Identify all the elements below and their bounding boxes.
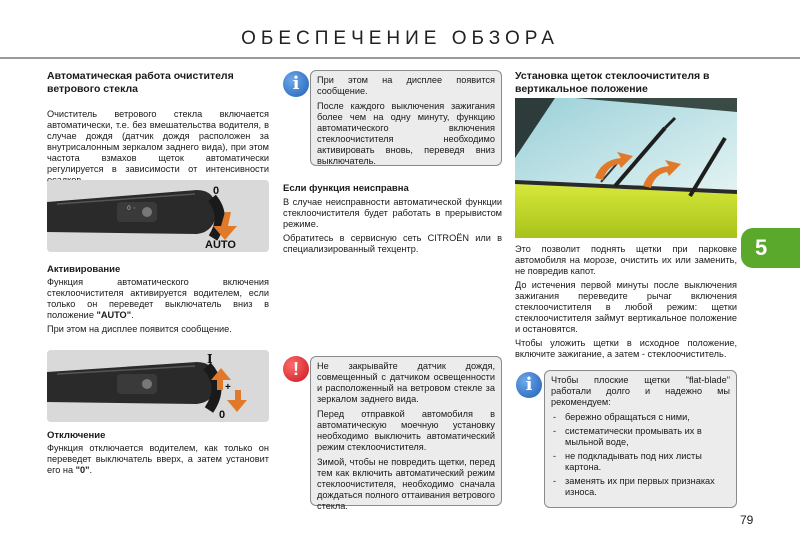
page-number: 79 [740,513,754,527]
info-icon: i [283,71,309,97]
list-item: - не подкладывать под них листы картона. [551,451,730,473]
flat-blade-intro: Чтобы плоские щетки "flat-blade" работали долго и надежно мы рекомендуем: [551,375,730,407]
warning-text-3: Зимой, чтобы не повредить щетки, перед тем как включить автоматический режим стеклоочистителя, необходимо сначала дождаться полного оттаивания ветрового стекла. [317,457,495,511]
list-item: - систематически промывать их в мыльной воде, [551,426,730,448]
warning-text-2: Перед отправкой автомобиля в автоматическую моечную установку необходимо выключить автоматический режим стеклоочистителя. [317,409,495,452]
right-text-block [515,244,737,360]
info-note-flat-blade [544,370,737,508]
fig2-label-0: 0 [219,409,226,421]
fault-section [283,183,502,255]
fig2-label-i: I [207,352,213,366]
activation-text: Функция автоматического включения стеклоочистителя активируется водителем, если только он переведет выключатель вниз в положение "AUTO". [47,277,269,320]
info-note-text-1: При этом на дисплее появится сообщение. [317,75,495,96]
right-text-3: Чтобы уложить щетки в исходное положение, включите зажигание, а затем - стеклоочиститель. [515,338,737,359]
activation-section [47,264,269,335]
fig1-label-auto: AUTO [205,239,236,251]
fault-heading: Если функция неисправна [283,183,409,194]
list-item: - бережно обращаться с ними, [551,412,730,423]
fault-text-1: В случае неисправности автоматической функции стеклоочистителя будет работать в прерывистом режиме. [283,197,502,229]
section-title-auto-wiper: Автоматическая работа очистителя ветрового стекла [47,70,234,95]
list-item: - заменять их при первых признаках износа. [551,476,730,498]
intro-paragraph: Очиститель ветрового стекла включается автоматически, т.е. без вмешательства водителя, в случае дождя (датчик дождя расположен за внутрисалонным зеркалом заднего вида), при этом частота взмахов щеток автоматически регулируется в зависимости от интенсивности [47,109,269,174]
chapter-tab: 5 [741,228,800,268]
svg-text:0 ◦: 0 ◦ [127,205,137,212]
page-title: ОБЕСПЕЧЕНИЕ ОБЗОРА [241,28,559,49]
wiper-stalk-off-figure [47,350,269,422]
info-note-text-2: После каждого выключения зажигания более чем на одну минуту, функцию автоматического включения стеклоочистителя необходимо активировать вновь, переведя вниз выключатель. [317,101,495,166]
windshield-wipers-figure [515,98,737,238]
fig1-label-0: 0 [213,185,220,197]
fault-text-2: Обратитесь в сервисную сеть CITROËN или в специализированный техцентр. [283,233,502,254]
left-column [47,70,269,186]
warning-note [310,356,502,511]
wiper-stalk-auto-figure [47,180,269,252]
deactivation-heading: Отключение [47,430,106,441]
info-icon-2: i [516,372,542,398]
info-note-display [310,70,502,166]
right-title-block [515,70,737,95]
header-divider [0,57,800,59]
activation-heading: Активирование [47,264,121,275]
right-text-1: Это позволит поднять щетки при парковке автомобиля на морозе, очистить их или заменить, не повредив капот. [515,244,737,276]
warning-icon: ! [283,356,309,382]
right-text-2: До истечения первой минуты после выключения зажигания переведите рычаг включения стеклоочистителя в любой режим: щетки стеклоочистителя займут вертикальное положение и остановятся. [515,280,737,334]
deactivation-section [47,430,269,476]
section-title-vertical-position: Установка щеток стеклоочистителя в вертикальное положение [515,70,710,95]
deactivation-text: Функция отключается водителем, как только он переведет выключатель вверх, а затем установит его на "0". [47,443,269,475]
fig2-label-plus: + [225,382,231,393]
activation-text-2: При этом на дисплее появится сообщение. [47,324,232,334]
warning-text-1: Не закрывайте датчик дождя, совмещенный с датчиком освещенности и расположенный на ветровом стекле за зеркалом заднего вида. [317,361,495,404]
